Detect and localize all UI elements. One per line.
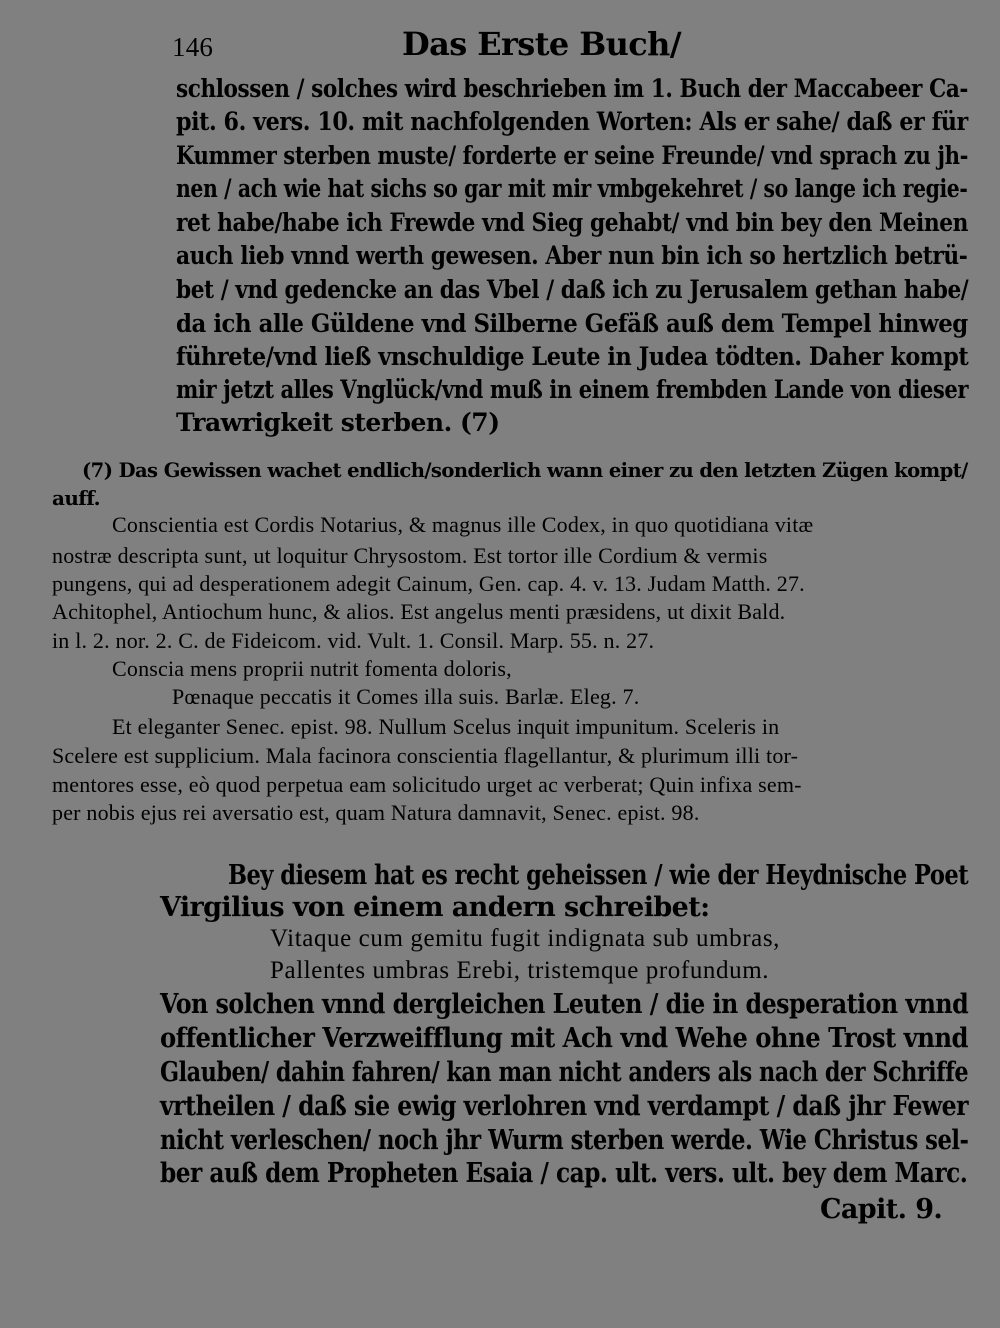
latin-line: in l. 2. nor. 2. C. de Fideicom. vid. Vult. 1. Consil. Marp. 55. n. 27. <box>52 628 655 653</box>
text-line: auch lieb vnnd werth gewesen. Aber nun bin ich so hertzlich betrü- <box>176 241 968 270</box>
latin-line: Conscientia est Cordis Notarius, & magnus ille Codex, in quo quotidiana vitæ <box>112 512 814 537</box>
closing-line: ber auß dem Propheten Esaia / cap. ult. vers. ult. bey dem Marc. <box>160 1158 968 1189</box>
seneca-line: mentores esse, eò quod perpetua eam solicitudo urget ac verberat; Quin infixa sem- <box>52 772 802 797</box>
text-line: nen / ach wie hat sichs so gar mit mir vmbgekehret / so lange ich regie- <box>176 174 968 203</box>
latin-line: pungens, qui ad desperationem adegit Cainum, Gen. cap. 4. v. 13. Judam Matth. 27. <box>52 571 805 596</box>
seneca-line: Scelere est supplicium. Mala facinora conscientia flagellantur, & plurimum illi tor- <box>52 743 799 768</box>
seneca-line: Et eleganter Senec. epist. 98. Nullum Scelus inquit impunitum. Sceleris in <box>112 714 780 739</box>
intro-line: Virgilius von einem andern schreibet: <box>160 892 710 923</box>
text-line: Trawrigkeit sterben. (7) <box>176 408 500 437</box>
text-line: führete/vnd ließ vnschuldige Leute in Judea tödten. Daher kompt <box>176 342 969 371</box>
latin-line: Achitophel, Antiochum hunc, & alios. Est angelus menti præsidens, ut dixit Bald. <box>52 599 786 624</box>
footnote-heading: auff. <box>52 486 100 510</box>
verse-line: Pœnaque peccatis it Comes illa suis. Barlæ. Eleg. 7. <box>172 684 640 709</box>
intro-line: Bey diesem hat es recht geheissen / wie der Heydnische Poet <box>228 860 969 891</box>
closing-line: offentlicher Verzweifflung mit Ach vnd Wehe ohne Trost vnnd <box>160 1023 968 1054</box>
seneca-line: per nobis ejus rei aversatio est, quam Natura damnavit, Senec. epist. 98. <box>52 800 700 825</box>
closing-line: Von solchen vnnd dergleichen Leuten / die in desperation vnnd <box>160 989 969 1020</box>
closing-line: Glauben/ dahin fahren/ kan man nicht anders als nach der Schriffe <box>160 1057 969 1088</box>
text-line: bet / vnd gedencke an das Vbel / daß ich zu Jerusalem gethan habe/ <box>176 275 969 304</box>
page-number: 146 <box>172 32 214 62</box>
catchword: Capit. 9. <box>820 1194 943 1225</box>
text-line: pit. 6. vers. 10. mit nachfolgenden Worten: Als er sahe/ daß er für <box>176 107 968 136</box>
virgil-verse: Pallentes umbras Erebi, tristemque profundum. <box>270 957 770 984</box>
text-line: Kummer sterben muste/ forderte er seine Freunde/ vnd sprach zu jh- <box>176 141 968 170</box>
closing-line: vrtheilen / daß sie ewig verlohren vnd verdampt / daß jhr Fewer <box>160 1091 969 1122</box>
footnote-heading: (7) Das Gewissen wachet endlich/sonderlich wann einer zu den letzten Zügen kompt/ <box>82 458 968 482</box>
verse-line: Conscia mens proprii nutrit fomenta doloris, <box>112 656 512 681</box>
closing-line: nicht verleschen/ noch jhr Wurm sterben werde. Wie Christus sel- <box>160 1125 969 1156</box>
text-line: mir jetzt alles Vnglück/vnd muß in einem frembden Lande von dieser <box>176 375 969 404</box>
virgil-verse: Vitaque cum gemitu fugit indignata sub umbras, <box>270 925 781 952</box>
latin-line: nostræ descripta sunt, ut loquitur Chrysostom. Est tortor ille Cordium & vermis <box>52 543 768 568</box>
text-line: da ich alle Güldene vnd Silberne Gefäß auß dem Tempel hinweg <box>176 309 968 338</box>
running-title: Das Erste Buch/ <box>402 25 681 63</box>
text-line: ret habe/habe ich Frewde vnd Sieg gehabt/ vnd bin bey den Meinen <box>176 208 969 237</box>
text-line: schlossen / solches wird beschrieben im 1. Buch der Maccabeer Ca- <box>176 74 968 103</box>
